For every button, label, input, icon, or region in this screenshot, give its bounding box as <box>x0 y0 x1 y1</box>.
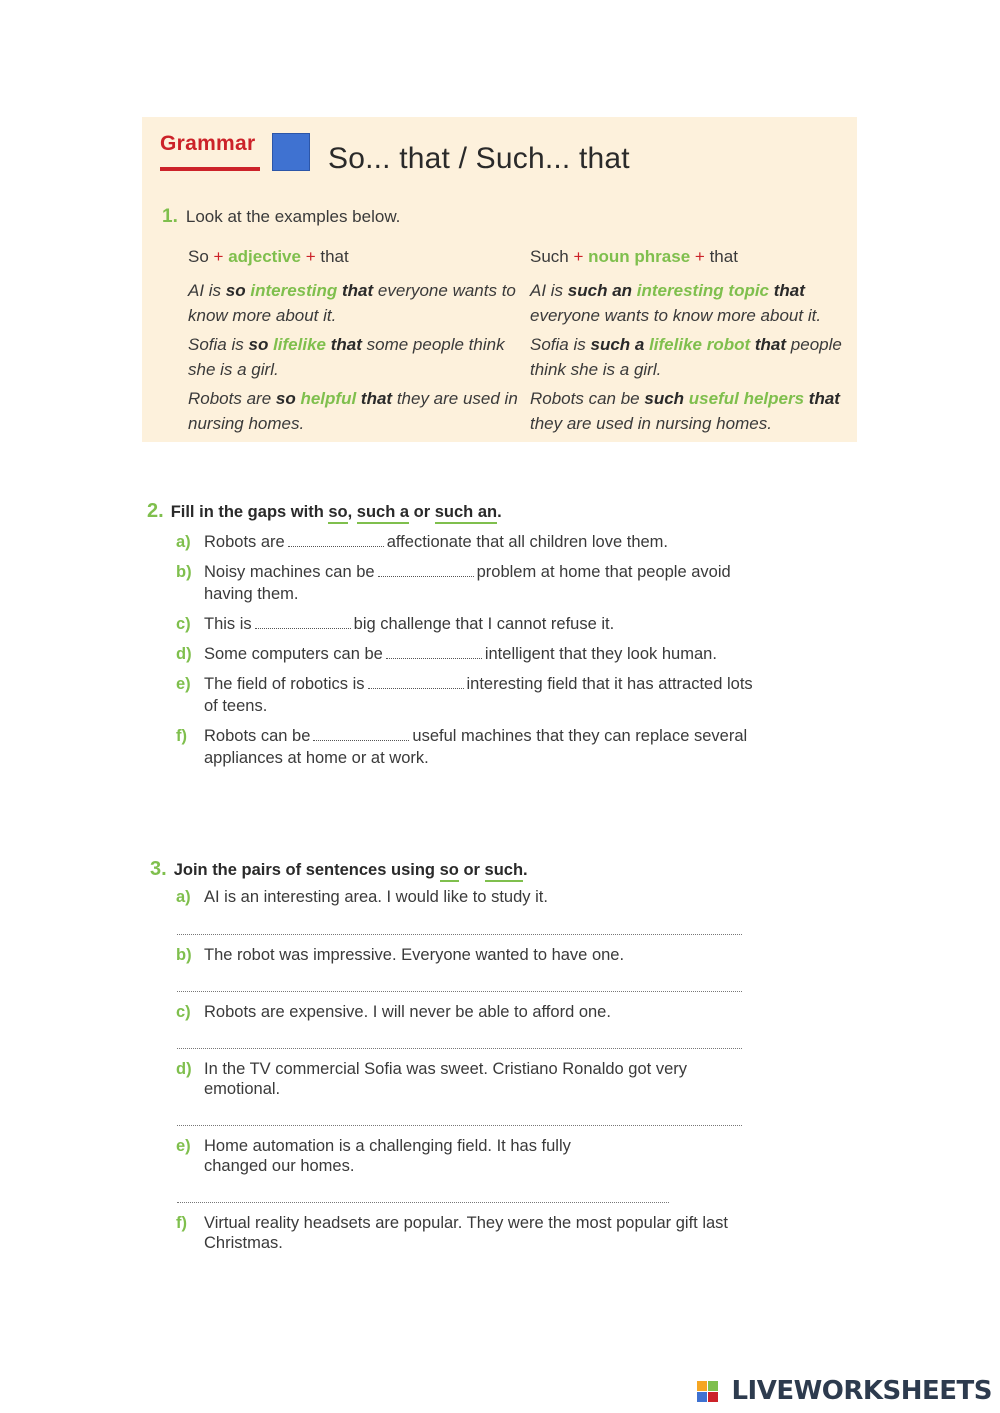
such-column <box>530 244 852 440</box>
list-item: b) The robot was impressive. Everyone wanted to have one. <box>176 946 625 964</box>
answer-line[interactable] <box>177 991 742 992</box>
answer-line[interactable] <box>177 934 742 935</box>
list-item: c) This is big challenge that I cannot refuse it. <box>176 615 615 633</box>
list-item: d) In the TV commercial Sofia was sweet. Cristiano Ronaldo got very emotional. <box>176 1060 687 1098</box>
section2-list <box>176 531 756 769</box>
gap-input[interactable] <box>378 562 474 577</box>
list-item: d) Some computers can be intelligent that they look human. <box>176 645 717 663</box>
answer-line[interactable] <box>177 1048 742 1049</box>
liveworksheets-logo-icon <box>697 1381 719 1403</box>
section3-item-b <box>176 945 736 965</box>
answer-line[interactable] <box>177 1202 669 1203</box>
gap-input[interactable] <box>368 674 464 689</box>
section3-item-d <box>176 1059 736 1099</box>
such-example-2: Sofia is such a lifelike robot that people think she is a girl. <box>530 335 842 379</box>
list-item: c) Robots are expensive. I will never be able to afford one. <box>176 1003 611 1021</box>
list-item: a) Robots are affectionate that all children love them. <box>176 533 669 551</box>
gap-input[interactable] <box>288 532 384 547</box>
section2-instruction: 2. Fill in the gaps with so, such a or such an. <box>147 500 502 522</box>
list-item: e) The field of robotics is interesting field that it has attracted lots of teens. <box>176 675 753 715</box>
list-item: a) AI is an interesting area. I would like to study it. <box>176 888 548 906</box>
so-column <box>188 244 523 440</box>
page-title: So... that / Such... that <box>328 142 630 175</box>
such-example-3: Robots can be such useful helpers that they are used in nursing homes. <box>530 389 840 433</box>
section3-item-c <box>176 1002 736 1022</box>
such-formula: Such + noun phrase + that <box>530 247 738 266</box>
blue-square-marker <box>272 133 310 171</box>
section2-number: 2. <box>147 500 164 522</box>
section3-item-a <box>176 887 736 907</box>
grammar-underline <box>160 167 260 171</box>
section3-number: 3. <box>150 858 167 880</box>
section3-item-f <box>176 1213 736 1253</box>
list-item: f) Robots can be useful machines that they can replace several appliances at home or at work. <box>176 727 748 767</box>
so-example-2: Sofia is so lifelike that some people think she is a girl. <box>188 335 505 379</box>
section1-instruction: 1. Look at the examples below. <box>162 206 401 227</box>
such-example-1: AI is such an interesting topic that everyone wants to know more about it. <box>530 281 822 325</box>
gap-input[interactable] <box>313 726 409 741</box>
gap-input[interactable] <box>386 644 482 659</box>
list-item: b) Noisy machines can be problem at home that people avoid having them. <box>176 563 731 603</box>
so-example-1: AI is so interesting that everyone wants to know more about it. <box>188 281 516 325</box>
answer-line[interactable] <box>177 1125 742 1126</box>
so-formula: So + adjective + that <box>188 247 349 266</box>
gap-input[interactable] <box>255 614 351 629</box>
grammar-label: Grammar <box>160 132 256 155</box>
section3-instruction: 3. Join the pairs of sentences using so or such. <box>150 858 528 880</box>
section3-item-e <box>176 1136 616 1176</box>
list-item: e) Home automation is a challenging field. It has fully changed our homes. <box>176 1137 571 1175</box>
liveworksheets-logo: LIVEWORKSHEETS <box>731 1376 992 1406</box>
so-example-3: Robots are so helpful that they are used in nursing homes. <box>188 389 518 433</box>
section1-number: 1. <box>162 206 178 227</box>
list-item: f) Virtual reality headsets are popular. They were the most popular gift last Christmas. <box>176 1214 729 1252</box>
